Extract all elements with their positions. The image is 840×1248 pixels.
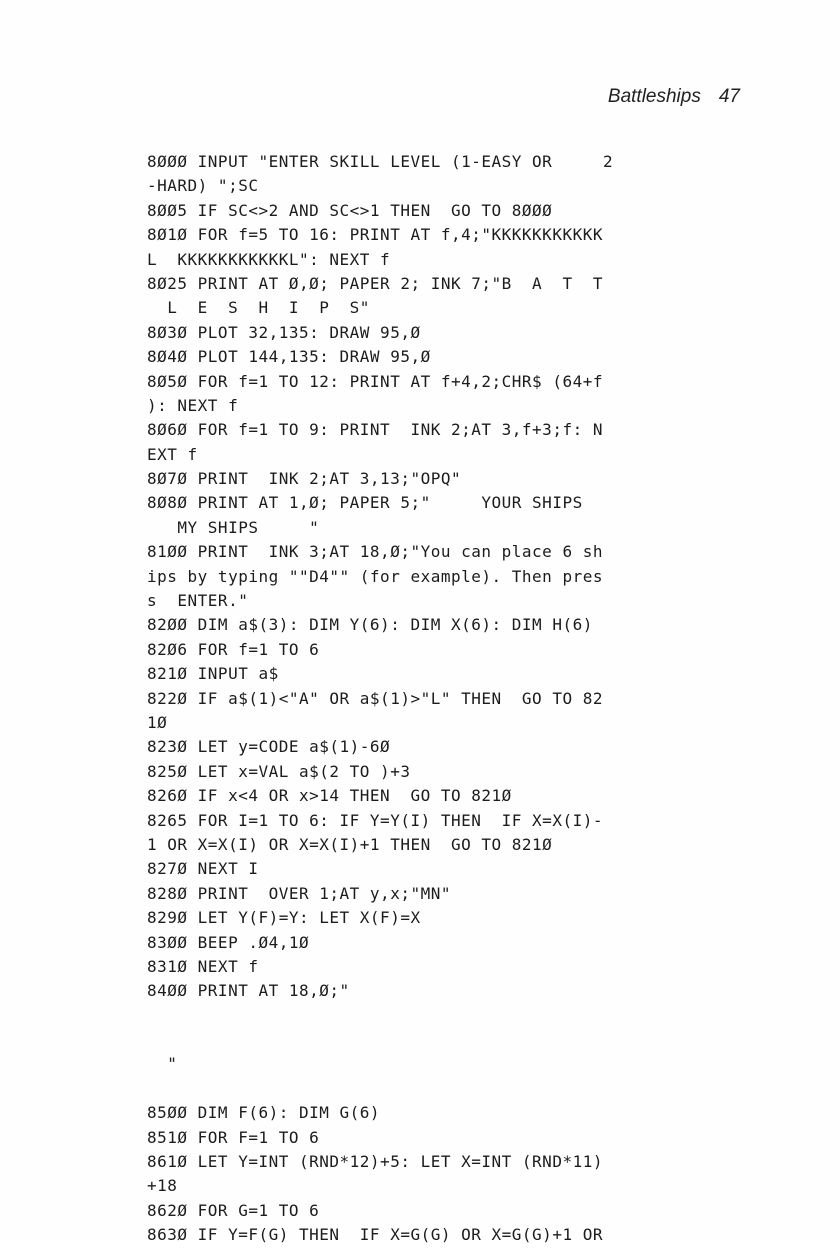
program-line: 8Ø7Ø PRINT INK 2;AT 3,13;"OPQ" <box>147 469 462 489</box>
program-line: 1 OR X=X(I) OR X=X(I)+1 THEN GO TO 821Ø <box>147 834 553 854</box>
program-line: 82ØØ DIM a$(3): DIM Y(6): DIM X(6): DIM H(6) <box>147 615 593 635</box>
program-line <box>147 1028 757 1052</box>
program-line: -HARD) ";SC <box>147 176 259 196</box>
program-line: 828Ø PRINT OVER 1;AT y,x;"MN" <box>147 883 451 903</box>
program-line: 1Ø <box>147 712 168 732</box>
program-line: 861Ø LET Y=INT (RND*12)+5: LET X=INT (RND*11) <box>147 1152 603 1172</box>
program-line: 823Ø LET y=CODE a$(1)-6Ø <box>147 737 391 757</box>
program-line: MY SHIPS " <box>147 517 320 537</box>
program-line: 84ØØ PRINT AT 18,Ø;" <box>147 981 350 1001</box>
program-line: 8Ø6Ø FOR f=1 TO 9: PRINT INK 2;AT 3,f+3;f: N <box>147 420 603 440</box>
page-number: 47 <box>718 86 740 107</box>
program-line: EXT f <box>147 444 198 464</box>
program-line: 8Ø1Ø FOR f=5 TO 16: PRINT AT f,4;"KKKKKKKKKKK <box>147 225 603 245</box>
program-line: ): NEXT f <box>147 395 239 415</box>
program-line: 8Ø8Ø PRINT AT 1,Ø; PAPER 5;" YOUR SHIPS <box>147 493 583 513</box>
program-line: 826Ø IF x<4 OR x>14 THEN GO TO 821Ø <box>147 786 512 806</box>
running-header <box>608 86 740 108</box>
program-line: 83ØØ BEEP .Ø4,1Ø <box>147 932 310 952</box>
program-line: 831Ø NEXT f <box>147 956 259 976</box>
program-line: 8ØØ5 IF SC<>2 AND SC<>1 THEN GO TO 8ØØØ <box>147 200 553 220</box>
program-line: 8ØØØ INPUT "ENTER SKILL LEVEL (1-EASY OR 2 <box>147 152 614 171</box>
program-line: 822Ø IF a$(1)<"A" OR a$(1)>"L" THEN GO TO 82 <box>147 688 603 708</box>
program-line: 851Ø FOR F=1 TO 6 <box>147 1127 320 1147</box>
program-line: L KKKKKKKKKKKL": NEXT f <box>147 249 391 269</box>
program-line: 827Ø NEXT I <box>147 859 259 879</box>
program-line: ips by typing ""D4"" (for example). Then pres <box>147 566 603 586</box>
program-line <box>147 1077 757 1101</box>
program-line: 821Ø INPUT a$ <box>147 664 279 684</box>
program-line: +18 <box>147 1176 178 1196</box>
program-line: 8Ø3Ø PLOT 32,135: DRAW 95,Ø <box>147 322 421 342</box>
chapter-title: Battleships <box>607 86 701 107</box>
program-line <box>147 1004 757 1028</box>
program-line: 8Ø4Ø PLOT 144,135: DRAW 95,Ø <box>147 347 431 367</box>
program-line: s ENTER." <box>147 591 249 611</box>
program-line: 85ØØ DIM F(6): DIM G(6) <box>147 1103 381 1123</box>
program-line: 8Ø25 PRINT AT Ø,Ø; PAPER 2; INK 7;"B A T T <box>147 273 603 293</box>
program-line: 82Ø6 FOR f=1 TO 6 <box>147 639 320 659</box>
program-line: L E S H I P S" <box>147 298 370 318</box>
program-line: 829Ø LET Y(F)=Y: LET X(F)=X <box>147 908 421 928</box>
program-line: " <box>147 1054 178 1074</box>
program-line: 863Ø IF Y=F(G) THEN IF X=G(G) OR X=G(G)+1 OR <box>147 1225 603 1245</box>
program-line: 862Ø FOR G=1 TO 6 <box>147 1200 320 1220</box>
program-line: 825Ø LET x=VAL a$(2 TO )+3 <box>147 761 411 781</box>
program-line: 81ØØ PRINT INK 3;AT 18,Ø;"You can place 6 sh <box>147 542 603 562</box>
basic-program-listing <box>147 150 757 1248</box>
program-line: 8265 FOR I=1 TO 6: IF Y=Y(I) THEN IF X=X(I)- <box>147 810 603 830</box>
program-line: 8Ø5Ø FOR f=1 TO 12: PRINT AT f+4,2;CHR$ (64+f <box>147 371 603 391</box>
